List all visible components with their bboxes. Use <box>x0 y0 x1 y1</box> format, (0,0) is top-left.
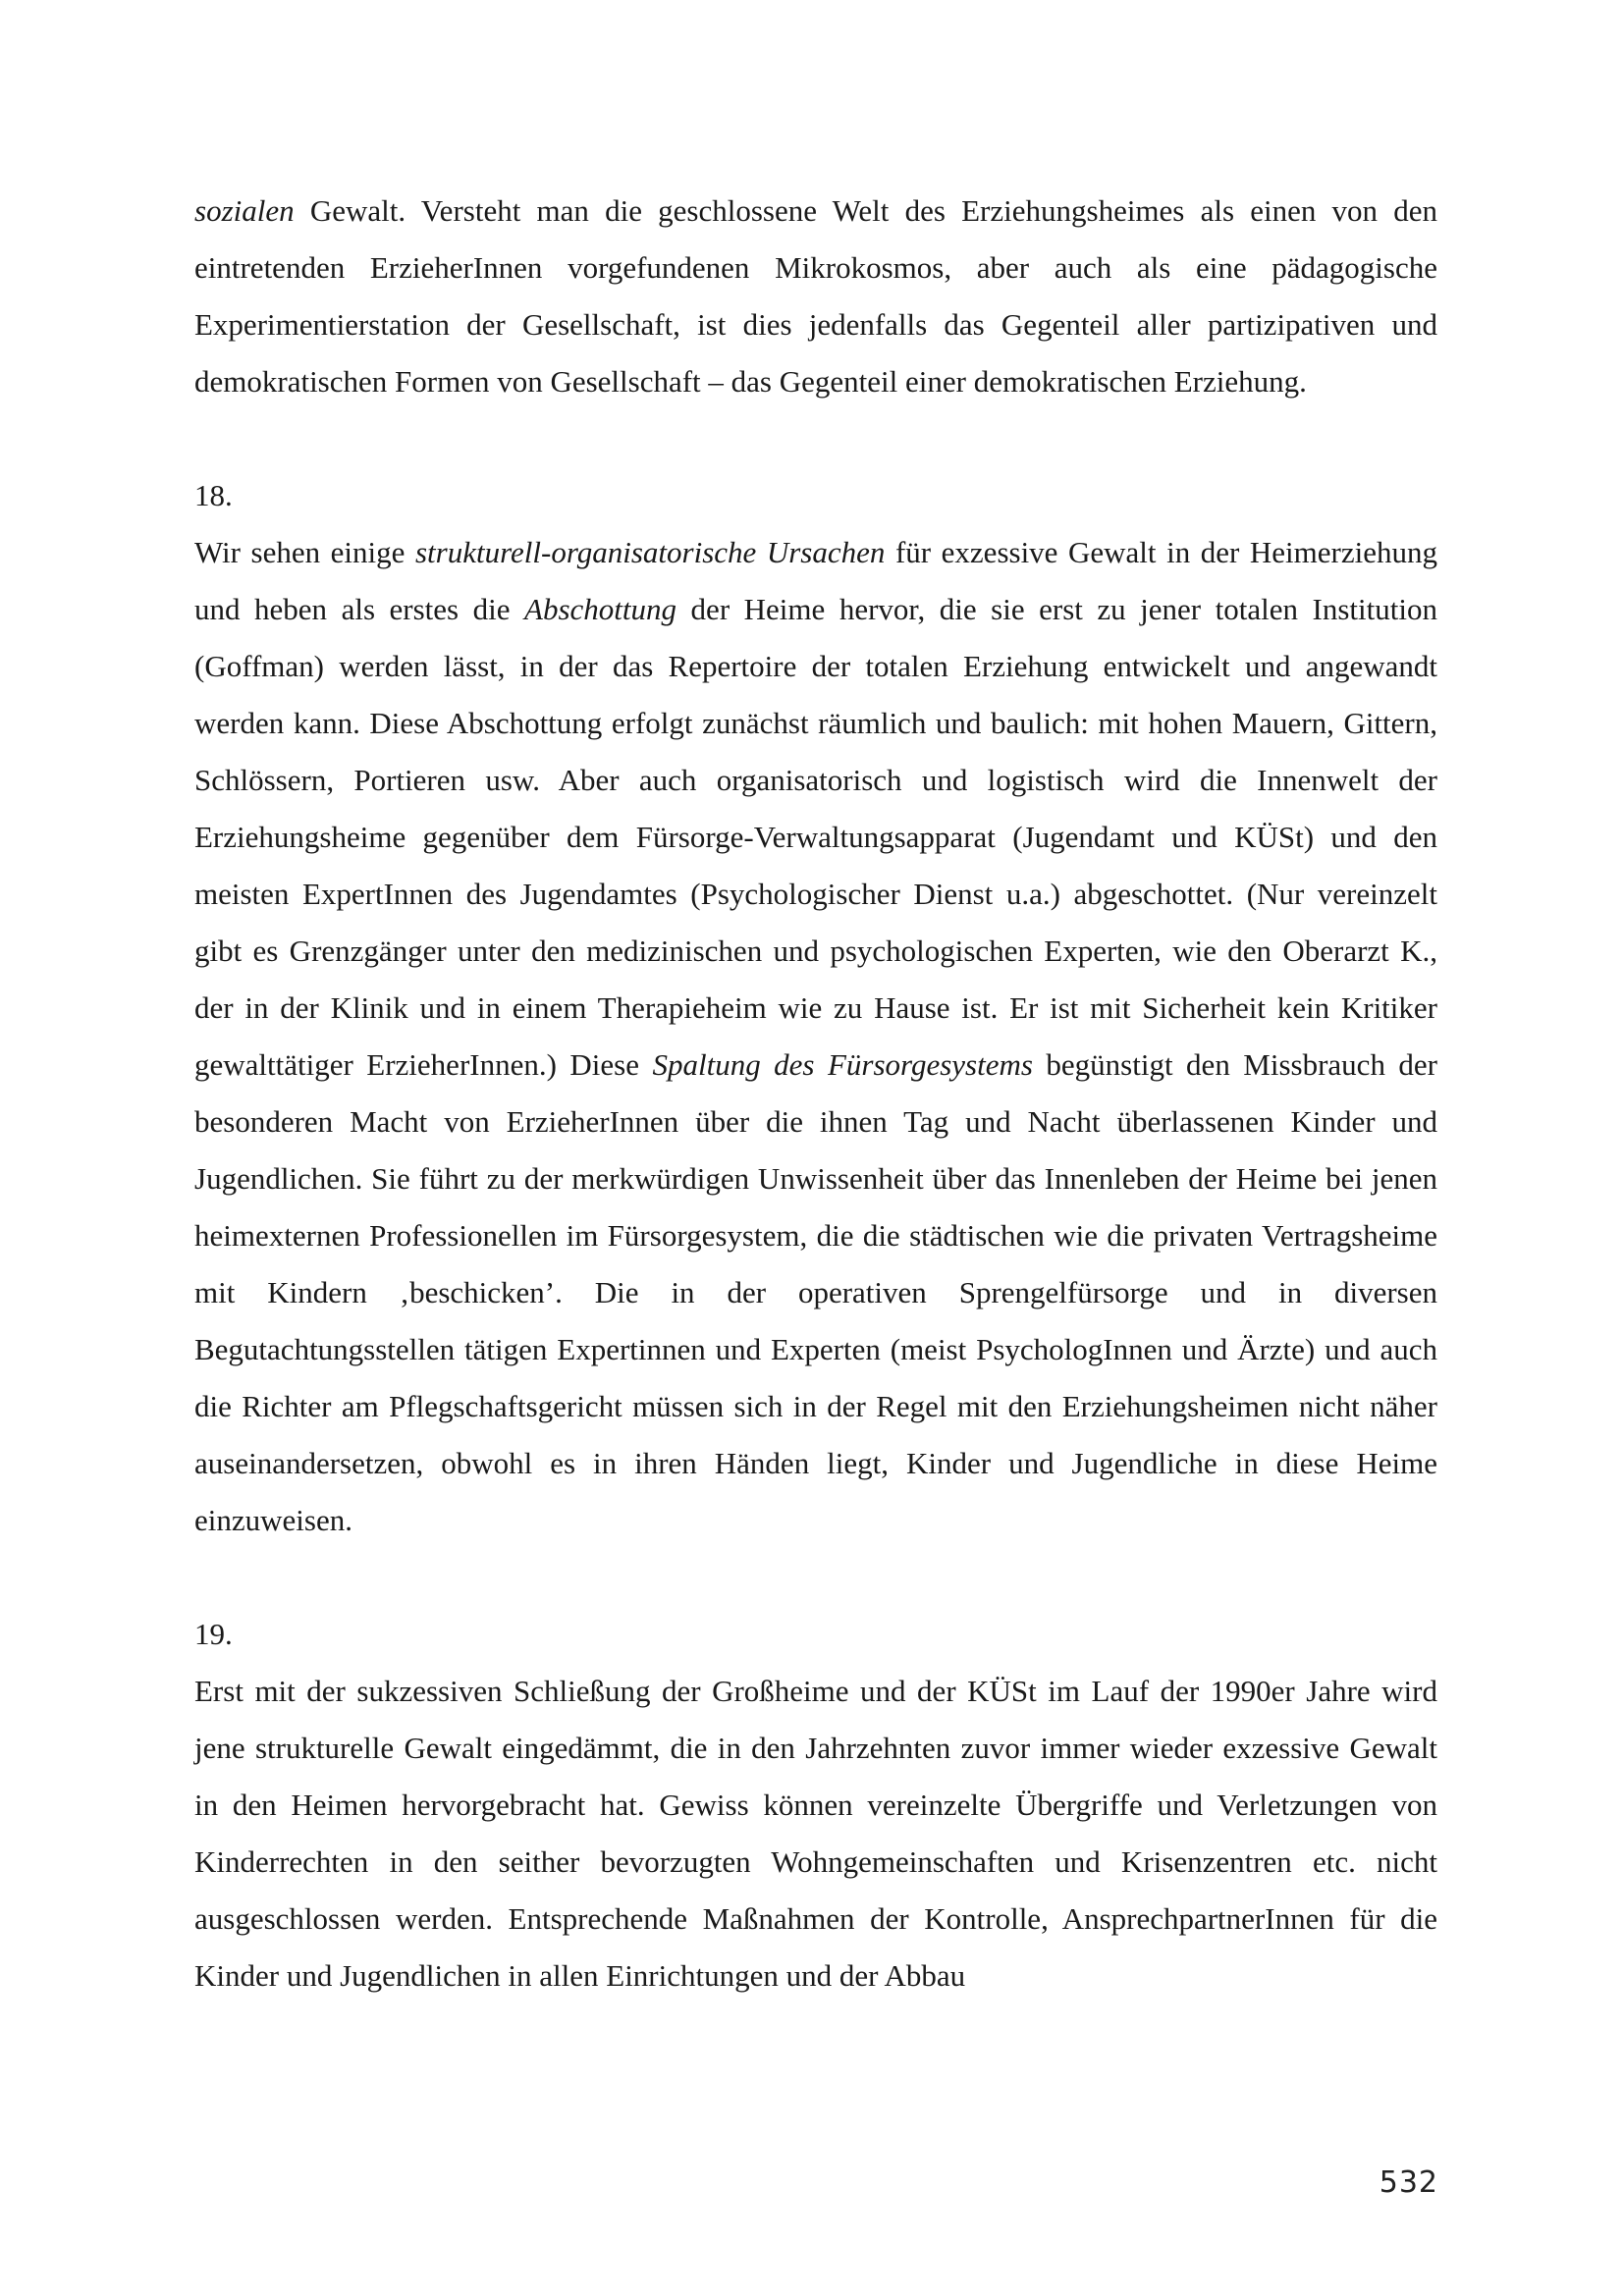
document-page <box>194 183 1437 2004</box>
emphasis-ursachen: strukturell-organisatorische Ursachen <box>414 535 886 569</box>
emphasis-spaltung: Spaltung des Fürsorgesystems <box>652 1047 1033 1082</box>
paragraph-section-19 <box>194 1663 1437 2004</box>
paragraph-intro <box>194 183 1437 410</box>
page-number: 532 <box>1379 2165 1438 2200</box>
paragraph-18-text-1: für exzessive Gewalt in der Heimerziehung und heben als erstes die <box>194 535 1437 626</box>
emphasis-abschottung: Abschottung <box>524 592 677 626</box>
paragraph-18-text-0: Wir sehen einige <box>194 535 415 569</box>
paragraph-intro-text: Gewalt. Versteht man die geschlossene Welt des Erziehungsheimes als einen von den eintretenden ErzieherInnen vorgefundenen Mikrokosmos, aber auch als eine pädagogische Experimentierstation der Gesellschaft, ist dies jedenfalls das Gegenteil aller partizipativen und demokratischen Formen von Gesellschaft – das Gegenteil einer demokratischen Erziehung. <box>194 193 1437 399</box>
paragraph-18-text-3: begünstigt den Missbrauch der besonderen Macht von ErzieherInnen über die ihnen Tag und Nacht überlassenen Kinder und Jugendlichen. Sie führt zu der merkwürdigen Unwissenheit über das Innenleben der Heime bei jenen heimexternen Professionellen im Fürsorgesystem, die die städtischen wie die privaten Vertragsheime mit Kindern ‚beschicken’. Die in der operativen Sprengelfürsorge und in diversen Begutachtungsstellen tätigen Expertinnen und Experten (meist PsychologInnen und Ärzte) und auch die Richter am Pflegschaftsgericht müssen sich in der Regel mit den Erziehungsheimen nicht näher auseinandersetzen, obwohl es in ihren Händen liegt, Kinder und Jugendliche in diese Heime einzuweisen. <box>194 1047 1438 1537</box>
paragraph-19-text-0: Erst mit der sukzessiven Schließung der Großheime und der KÜSt im Lauf der 1990er Jahre wird jene strukturelle Gewalt eingedämmt, die in den Jahrzehnten zuvor immer wieder exzessive Gewalt in den Heimen hervorgebracht hat. Gewiss können vereinzelte Übergriffe und Verletzungen von Kinderrechten in den seither bevorzugten Wohngemeinschaften und Krisenzentren etc. nicht ausgeschlossen werden. Entsprechende Maßnahmen der Kontrolle, AnsprechpartnerInnen für die Kinder und Jugendlichen in allen Einrichtungen und der Abbau <box>194 1674 1437 1993</box>
emphasis-sozialen: sozialen <box>194 193 295 228</box>
paragraph-18-text-2: der Heime hervor, die sie erst zu jener totalen Institution (Goffman) werden lässt, in der das Repertoire der totalen Erziehung entwickelt und angewandt werden kann. Diese Abschottung erfolgt zunächst räumlich und baulich: mit hohen Mauern, Gittern, Schlössern, Portieren usw. Aber auch organisatorisch und logistisch wird die Innenwelt der Erziehungsheime gegenüber dem Fürsorge-Verwaltungsapparat (Jugendamt und KÜSt) und den meisten ExpertInnen des Jugendamtes (Psychologischer Dienst u.a.) abgeschottet. (Nur vereinzelt gibt es Grenzgänger unter den medizinischen und psychologischen Experten, wie den Oberarzt K., der in der Klinik und in einem Therapieheim wie zu Hause ist. Er ist mit Sicherheit kein Kritiker gewalttätiger ErzieherInnen.) Diese <box>194 592 1437 1082</box>
paragraph-section-18 <box>194 524 1437 1549</box>
section-number-18: 18. <box>194 478 233 512</box>
section-number-19: 19. <box>194 1617 233 1651</box>
